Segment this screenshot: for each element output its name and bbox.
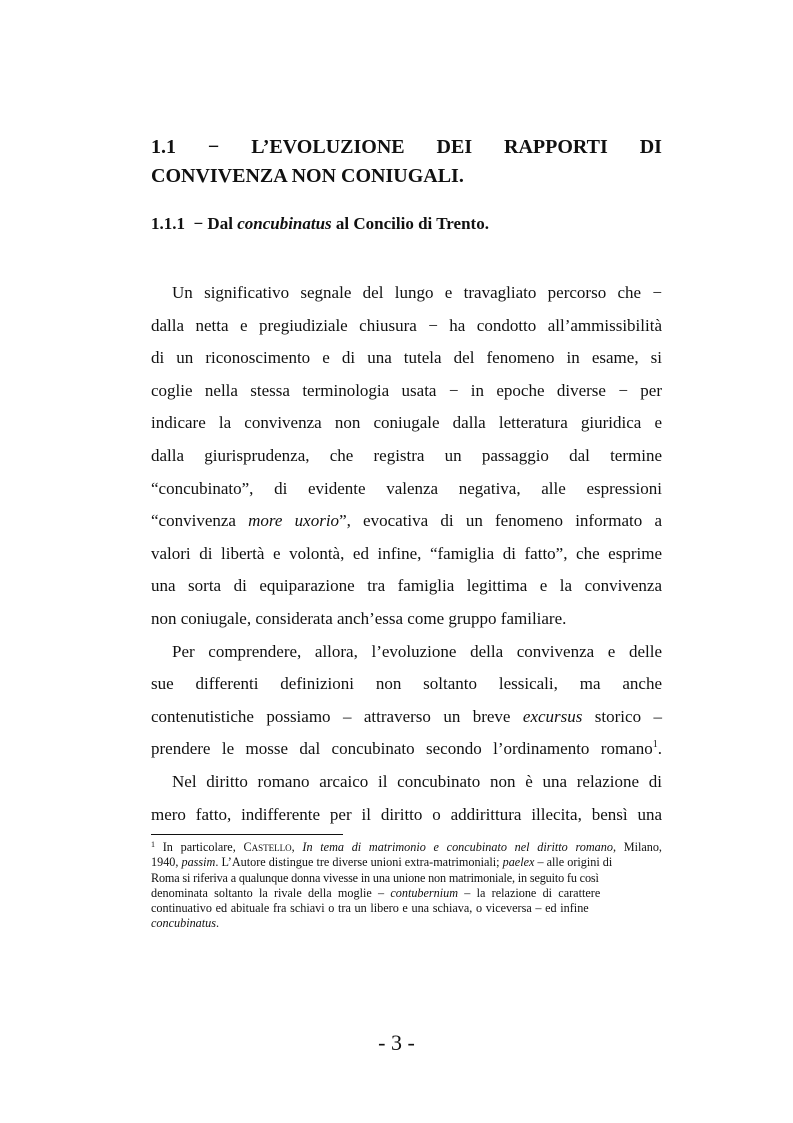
- chapter-title-word: L’EVOLUZIONE: [251, 136, 405, 158]
- chapter-heading-line-2: CONVIVENZA NON CONIUGALI.: [151, 165, 464, 187]
- page-number: - 3 -: [378, 1030, 415, 1055]
- footnote-separator: [151, 834, 343, 835]
- footnote-line: [151, 886, 662, 901]
- text-line: mero fatto, indifferente per il diritto o addirittura illecita, bensì una: [151, 804, 662, 824]
- text-line: “concubinato”, di evidente valenza negativa, alle espressioni: [151, 478, 662, 498]
- text-line: Per comprendere, allora, l’evoluzione della convivenza e delle: [172, 641, 662, 661]
- footnote-italic: passim: [181, 855, 216, 870]
- footnote-text: , Milano,: [612, 840, 662, 854]
- text-line: indicare la convivenza non coniugale dalla letteratura giuridica e: [151, 413, 662, 433]
- text-line: non coniugale, considerata anch’essa come gruppo familiare.: [151, 608, 567, 628]
- footnote-text: .: [216, 916, 220, 931]
- footnote-author: Castello: [243, 840, 292, 854]
- footnote-reference[interactable]: 1: [652, 739, 658, 751]
- chapter-title-word: DEI: [436, 136, 473, 158]
- footnote-line: [151, 855, 662, 870]
- text-line: sue differenti definizioni non soltanto lessicali, ma anche: [151, 674, 662, 694]
- text-fragment: storico –: [582, 706, 662, 726]
- text-fragment: prendere le mosse dal concubinato secondo l’ordinamento romano: [151, 739, 653, 759]
- footnote-line: Roma si riferiva a qualunque donna vivesse in una unione non matrimoniale, in seguito fu così: [151, 870, 599, 885]
- footnote-line: [151, 916, 662, 931]
- section-number: 1.1.1: [151, 214, 185, 233]
- footnote-italic: paelex: [502, 855, 535, 870]
- footnote-text: In particolare,: [155, 840, 244, 854]
- footnote-text: – la relazione di carattere: [458, 885, 601, 900]
- chapter-heading-line-1: [151, 133, 662, 162]
- chapter-title-word: DI: [639, 136, 662, 158]
- text-line: Nel diritto romano arcaico il concubinato non è una relazione di: [172, 771, 662, 791]
- chapter-title-word: RAPPORTI: [504, 136, 608, 158]
- text-line: dalla giurisprudenza, che registra un passaggio dal termine: [151, 445, 662, 465]
- footnote-text: – alle origini di: [534, 855, 613, 870]
- footnote-text: 1940,: [151, 855, 182, 870]
- section-heading: [151, 212, 662, 236]
- text-line: valori di libertà e volontà, ed infine, “famiglia di fatto”, che esprime: [151, 543, 662, 563]
- text-line: [151, 505, 662, 538]
- chapter-heading: [151, 133, 662, 191]
- footnote-line: [151, 840, 662, 855]
- section-prefix: − Dal: [193, 214, 238, 233]
- text-fragment: contenutistiche possiamo – attraverso un breve: [151, 706, 523, 726]
- text-fragment: .: [657, 739, 662, 759]
- text-line: di un riconoscimento e di una tutela del fenomeno in esame, si: [151, 348, 662, 368]
- italic-term: excursus: [522, 706, 583, 726]
- chapter-dash: −: [207, 136, 220, 158]
- text-line: dalla netta e pregiudiziale chiusura − ha condotto all’ammissibilità: [151, 315, 662, 335]
- footnote: [151, 840, 662, 932]
- text-line: [151, 733, 662, 766]
- body-text: [151, 277, 662, 831]
- footnote-line: continuativo ed abituale fra schiavi o tra un libero e una schiava, o viceversa – ed infine: [151, 901, 589, 916]
- footnote-italic: concubinatus: [151, 916, 216, 931]
- text-line: [151, 701, 662, 734]
- text-fragment: ”, evocativa di un fenomeno informato a: [339, 511, 662, 531]
- section-suffix: al Concilio di Trento.: [331, 214, 489, 233]
- footnote-text: denominata soltanto la rivale della moglie –: [151, 885, 391, 900]
- text-line: coglie nella stessa terminologia usata − in epoche diverse − per: [151, 380, 662, 400]
- footnote-italic: contubernium: [390, 885, 459, 900]
- text-line: una sorta di equiparazione tra famiglia legittima e la convivenza: [151, 576, 662, 596]
- section-term: concubinatus: [237, 214, 332, 233]
- text-line: Un significativo segnale del lungo e travagliato percorso che −: [172, 283, 662, 302]
- footnote-text: ,: [291, 840, 303, 854]
- footnote-marker: 1: [151, 840, 155, 849]
- italic-term: more uxorio: [248, 511, 340, 531]
- footnote-text: . L’Autore distingue tre diverse unioni extra-matrimoniali;: [215, 855, 503, 870]
- chapter-number: 1.1: [151, 136, 176, 158]
- footnote-book-title: In tema di matrimonio e concubinato nel diritto romano: [302, 840, 613, 854]
- text-fragment: “convivenza: [151, 511, 249, 531]
